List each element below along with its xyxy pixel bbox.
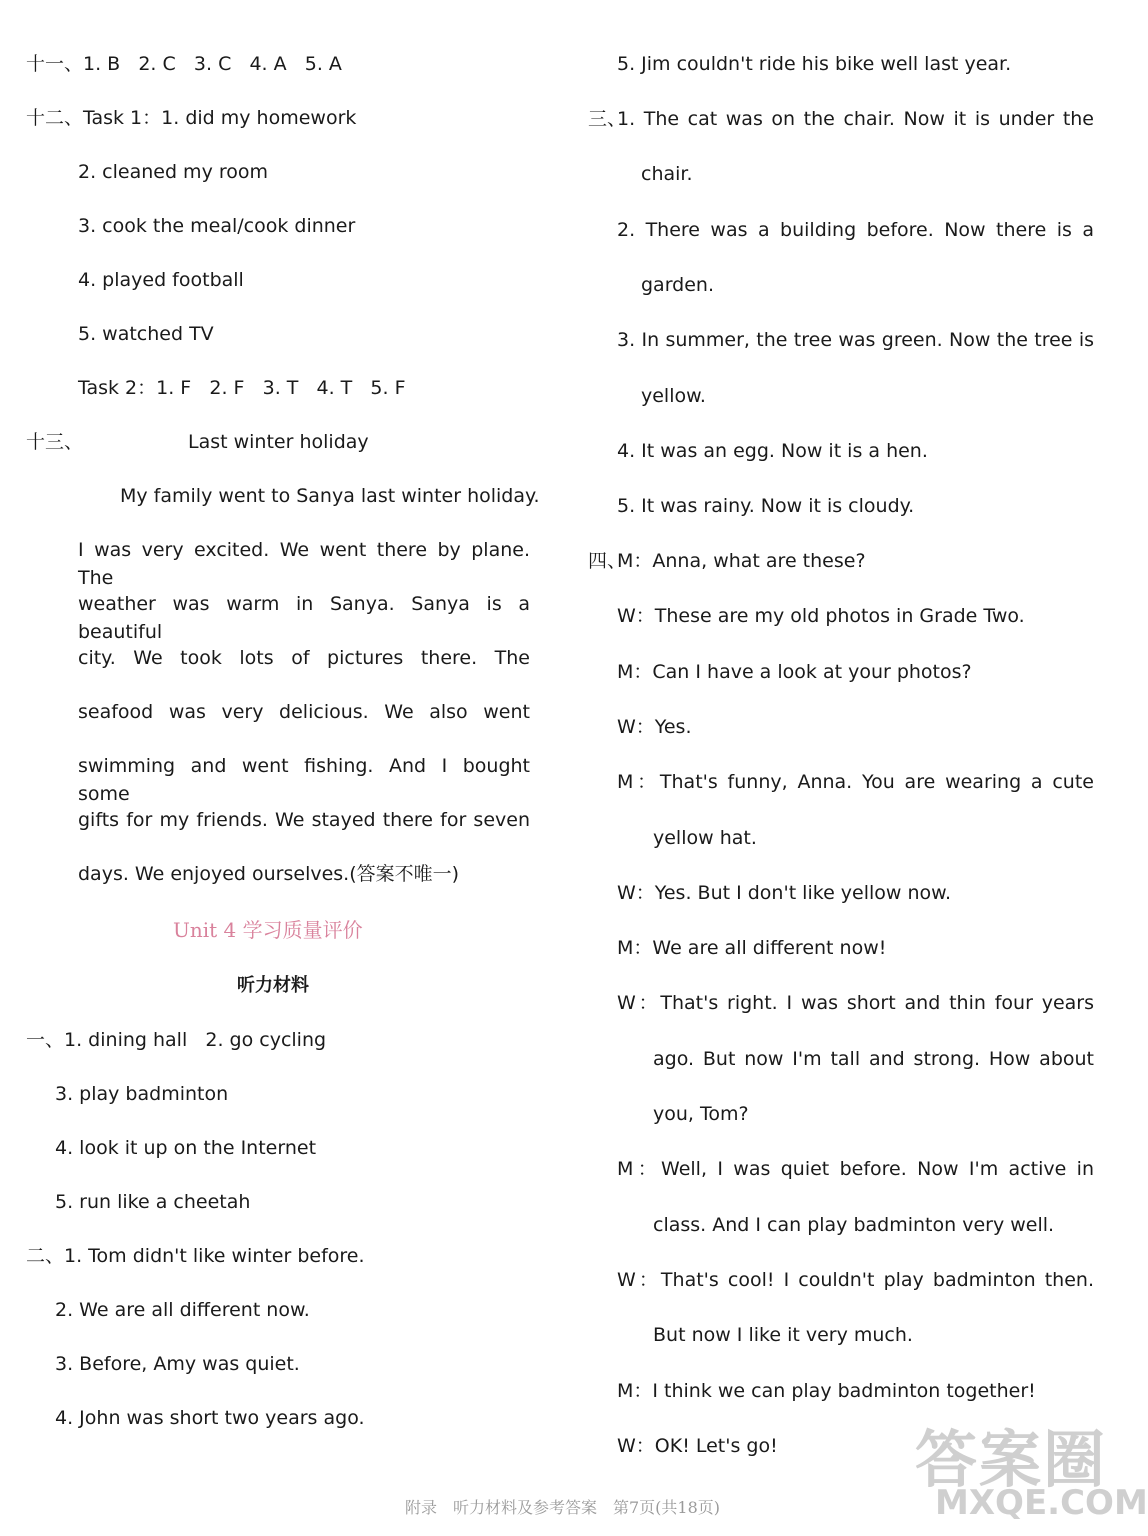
essay-line-1: My family went to Sanya last winter holiday. [120,485,540,507]
p4-line-13: class. And I can play badminton very well. [653,1213,1055,1236]
s11-answer-2: 2. C [138,53,176,75]
essay-line-2: I was very excited. We went there by plane. The [78,539,530,589]
p4-line-10: ago. But now I'm tall and strong. How about [653,1047,1094,1070]
p4-line-11: you, Tom? [653,1103,749,1125]
s11-answer-4: 4. A [249,53,287,75]
p4-line-5: M：That's funny, Anna. You are wearing a cute [617,771,1094,794]
s11-row [26,50,342,78]
p2-marker: 二、 [26,1245,65,1267]
p1-item-2: 2. go cycling [205,1029,327,1051]
p4-line-17: W：OK! Let's go! [617,1434,778,1457]
p2-item-5: 5. Jim couldn't ride his bike well last year. [617,53,1012,75]
p4-line-3: M：Can I have a look at your photos? [617,660,972,683]
p2-row-1 [26,1242,365,1270]
p4-line-1: M：Anna, what are these? [617,550,866,572]
watermark-text: 答案圈 [915,1423,1108,1496]
s12-task1-label: Task 1： [83,107,162,129]
p1-item-4: 4. look it up on the Internet [55,1137,317,1159]
p2-item-1: 1. Tom didn't like winter before. [64,1245,365,1267]
s12-task2-answer-2: 2. F [209,377,245,399]
p1-item-5: 5. run like a cheetah [55,1191,251,1213]
s12-item-5: 5. watched TV [78,323,214,345]
s11-answer-1: 1. B [83,53,121,75]
p1-item-3: 3. play badminton [55,1083,229,1105]
p3-line-5: 3. In summer, the tree was green. Now the tree is [617,329,1094,352]
p3-line-4: garden. [641,273,715,296]
s13-marker: 十三、 [26,431,84,453]
p4-line-6: yellow hat. [653,826,757,849]
essay-line-8: days. We enjoyed ourselves.(答案不唯一) [78,863,460,885]
p4-line-7: W：Yes. But I don't like yellow now. [617,881,951,904]
p4-line-14: W：That's cool! I couldn't play badminton then. [617,1268,1094,1291]
s12-task2-answer-1: 1. F [156,377,192,399]
p4-line-8: M：We are all different now! [617,937,887,960]
s13-title: Last winter holiday [188,431,369,453]
watermark-logo [905,1405,1148,1527]
s12-task2-answer-5: 5. F [370,377,406,399]
p3-line-3: 2. There was a building before. Now there is a [617,218,1094,241]
p2-item-4: 4. John was short two years ago. [55,1407,365,1429]
essay-line-7: gifts for my friends. We stayed there for seven [78,809,530,831]
p3-marker: 三、 [588,108,627,130]
p4-line-4: W：Yes. [617,715,692,738]
unit-title: Unit 4 学习质量评价 [173,918,363,942]
essay-line-5: seafood was very delicious. We also went [78,701,530,723]
p1-item-1: 1. dining hall [64,1029,188,1051]
s12-task2-answer-3: 3. T [262,377,299,399]
s11-marker: 十一、 [26,53,84,75]
s12-item-1: 1. did my homework [161,107,357,129]
page-footer: 附录 听力材料及参考答案 第7页(共18页) [404,1498,721,1517]
s12-item-3: 3. cook the meal/cook dinner [78,215,356,237]
s12-item-4: 4. played football [78,269,244,291]
p4-line-2: W：These are my old photos in Grade Two. [617,605,1025,628]
s12-task2-label: Task 2： [78,377,157,399]
p4-line-15: But now I like it very much. [653,1324,913,1347]
p4-line-12: M：Well, I was quiet before. Now I'm active in [617,1158,1094,1181]
p3-line-7: 4. It was an egg. Now it is a hen. [617,439,928,462]
p1-row-1 [26,1026,326,1054]
p2-item-2: 2. We are all different now. [55,1299,310,1321]
listening-title: 听力材料 [237,975,309,996]
p1-marker: 一、 [26,1029,65,1051]
p3-line-2: chair. [641,163,693,186]
p2-item-3: 3. Before, Amy was quiet. [55,1353,300,1375]
p3-line-8: 5. It was rainy. Now it is cloudy. [617,495,915,518]
essay-line-3: weather was warm in Sanya. Sanya is a beautiful [78,593,530,643]
p4-marker: 四、 [588,550,627,572]
s12-task2-row [78,374,406,402]
s11-answer-3: 3. C [193,53,232,75]
s12-item-2: 2. cleaned my room [78,161,268,183]
s12-task2-answer-4: 4. T [316,377,353,399]
p3-line-1: 1. The cat was on the chair. Now it is under the [617,108,1094,130]
s12-row-1 [26,104,356,132]
s12-marker: 十二、 [26,107,84,129]
s11-answer-5: 5. A [304,53,342,75]
p4-line-9: W：That's right. I was short and thin four years [617,992,1094,1015]
p4-line-16: M：I think we can play badminton together! [617,1379,1036,1402]
watermark-url: MXQE.COM [935,1483,1148,1523]
essay-line-4: city. We took lots of pictures there. The [78,647,530,669]
essay-line-6: swimming and went fishing. And I bought some [78,755,530,805]
p3-line-6: yellow. [641,384,706,407]
